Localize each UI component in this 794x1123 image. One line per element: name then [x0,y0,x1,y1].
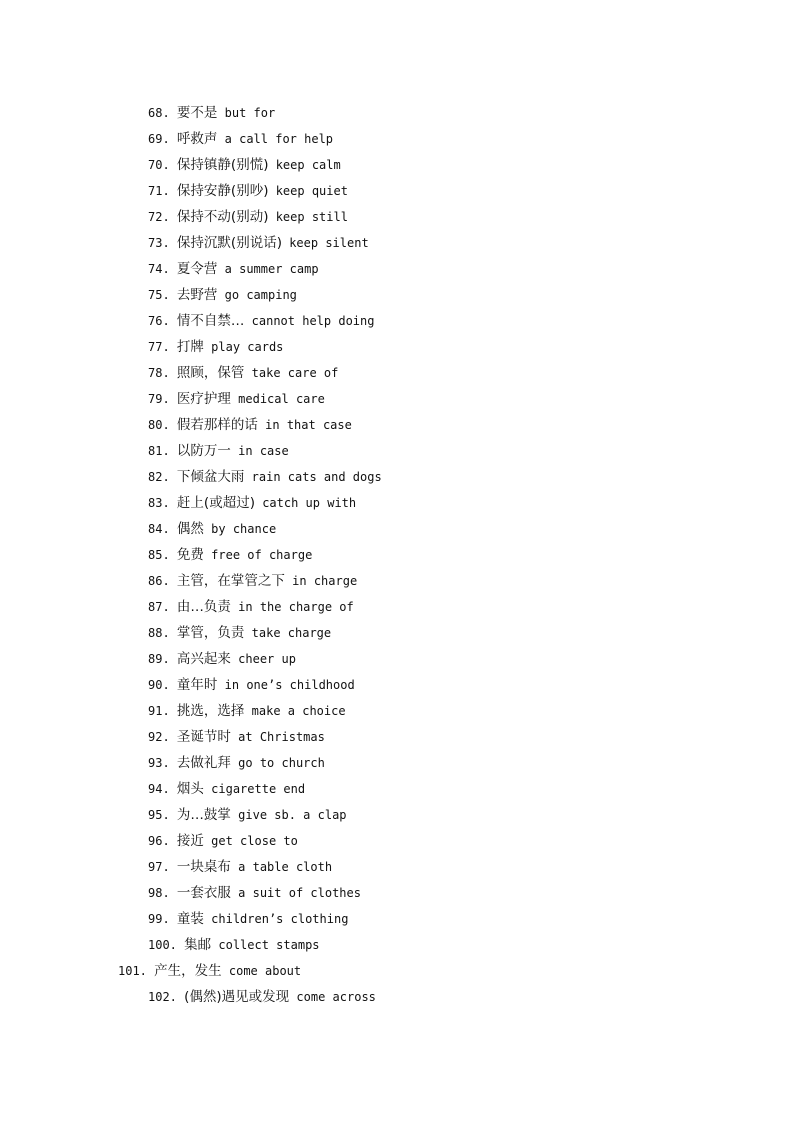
chinese-term: 童装 [176,911,204,927]
item-number: 82. [148,470,170,484]
english-phrase: at Christmas [238,730,325,744]
list-item [0,542,794,568]
list-item [0,594,794,620]
list-item [0,672,794,698]
list-item [0,932,794,958]
chinese-term: 接近 [176,833,204,849]
chinese-term: 集邮 [184,937,212,953]
item-number: 99. [148,912,170,926]
english-phrase: a suit of clothes [238,886,361,900]
chinese-term: 去做礼拜 [176,755,231,771]
list-item [0,412,794,438]
english-phrase: free of charge [211,548,313,562]
list-item [0,854,794,880]
chinese-term: 掌管，负责 [176,625,245,641]
english-phrase: take charge [251,626,332,640]
chinese-term: 产生，发生 [154,963,222,979]
english-phrase: in that case [265,418,352,432]
list-item [0,880,794,906]
chinese-term: 照顾，保管 [176,365,245,381]
chinese-term: 童年时 [176,677,218,693]
english-phrase: get close to [211,834,298,848]
chinese-term: 主管，在掌管之下 [176,573,285,589]
chinese-term: 假若那样的话 [176,417,258,433]
chinese-term: 保持镇静(别慌) [176,157,269,173]
item-number: 78. [148,366,170,380]
chinese-term: 赶上(或超过) [176,495,255,511]
english-phrase: a summer camp [224,262,319,276]
chinese-term: 由…负责 [176,599,231,615]
english-phrase: keep calm [275,158,341,172]
item-number: 95. [148,808,170,822]
item-number: 84. [148,522,170,536]
chinese-term: 免费 [176,547,204,563]
english-phrase: a call for help [224,132,334,146]
chinese-term: 打牌 [176,339,204,355]
item-number: 102. [148,990,177,1004]
chinese-term: 挑选，选择 [176,703,245,719]
english-phrase: in the charge of [238,600,354,614]
item-number: 73. [148,236,170,250]
item-number: 76. [148,314,170,328]
item-number: 86. [148,574,170,588]
list-item [0,984,794,1010]
english-phrase: cigarette end [211,782,306,796]
english-phrase: cheer up [238,652,296,666]
item-number: 75. [148,288,170,302]
list-item [0,516,794,542]
item-number: 71. [148,184,170,198]
item-number: 91. [148,704,170,718]
item-number: 83. [148,496,170,510]
chinese-term: 高兴起来 [176,651,231,667]
chinese-term: 烟头 [176,781,204,797]
list-item [0,230,794,256]
list-item [0,620,794,646]
chinese-term: 圣诞节时 [176,729,231,745]
english-phrase: medical care [238,392,325,406]
list-item [0,204,794,230]
english-phrase: in case [238,444,289,458]
list-item [0,308,794,334]
english-phrase: come across [296,990,376,1004]
list-item [0,750,794,776]
list-item [0,100,794,126]
list-item [0,438,794,464]
list-item [0,126,794,152]
chinese-term: (偶然)遇见或发现 [184,989,290,1005]
english-phrase: keep silent [289,236,369,250]
item-number: 94. [148,782,170,796]
list-item [0,698,794,724]
chinese-term: 保持不动(别动) [176,209,269,225]
english-phrase: make a choice [251,704,346,718]
list-item [0,568,794,594]
item-number: 85. [148,548,170,562]
list-item [0,958,794,984]
english-phrase: collect stamps [218,938,320,952]
english-phrase: take care of [251,366,339,380]
list-item [0,906,794,932]
chinese-term: 医疗护理 [176,391,231,407]
item-number: 70. [148,158,170,172]
english-phrase: keep quiet [275,184,348,198]
chinese-term: 夏令营 [176,261,218,277]
item-number: 74. [148,262,170,276]
item-number: 77. [148,340,170,354]
list-item [0,178,794,204]
item-number: 90. [148,678,170,692]
item-number: 69. [148,132,170,146]
english-phrase: cannot help doing [251,314,375,328]
chinese-term: 保持沉默(别说话) [176,235,282,251]
chinese-term: 一套衣服 [176,885,231,901]
chinese-term: 保持安静(别吵) [176,183,269,199]
english-phrase: rain cats and dogs [251,470,382,484]
list-item [0,386,794,412]
item-number: 81. [148,444,170,458]
english-phrase: by chance [211,522,277,536]
list-item [0,828,794,854]
chinese-term: 偶然 [176,521,204,537]
list-item [0,646,794,672]
english-phrase: catch up with [262,496,357,510]
item-number: 101. [118,964,147,978]
list-item [0,256,794,282]
chinese-term: 以防万一 [176,443,231,459]
english-phrase: in charge [292,574,358,588]
chinese-term: 为…鼓掌 [176,807,231,823]
list-item [0,282,794,308]
english-phrase: go camping [224,288,297,302]
chinese-term: 去野营 [176,287,218,303]
english-phrase: a table cloth [238,860,333,874]
chinese-term: 呼救声 [176,131,218,147]
list-item [0,334,794,360]
item-number: 98. [148,886,170,900]
item-number: 92. [148,730,170,744]
item-number: 72. [148,210,170,224]
english-phrase: play cards [211,340,284,354]
list-item [0,490,794,516]
item-number: 96. [148,834,170,848]
chinese-term: 要不是 [176,105,218,121]
list-item [0,360,794,386]
english-phrase: in one’s childhood [224,678,355,692]
item-number: 89. [148,652,170,666]
list-item [0,464,794,490]
vocabulary-list [0,100,794,1010]
english-phrase: but for [224,106,276,120]
chinese-term: 下倾盆大雨 [176,469,245,485]
english-phrase: keep still [275,210,348,224]
item-number: 93. [148,756,170,770]
english-phrase: come about [228,964,302,978]
english-phrase: go to church [238,756,325,770]
item-number: 87. [148,600,170,614]
item-number: 80. [148,418,170,432]
item-number: 68. [148,106,170,120]
list-item [0,802,794,828]
item-number: 79. [148,392,170,406]
list-item [0,724,794,750]
list-item [0,776,794,802]
english-phrase: children’s clothing [211,912,349,926]
chinese-term: 情不自禁… [176,313,245,329]
list-item [0,152,794,178]
chinese-term: 一块桌布 [176,859,231,875]
item-number: 97. [148,860,170,874]
item-number: 88. [148,626,170,640]
item-number: 100. [148,938,177,952]
english-phrase: give sb. a clap [238,808,347,822]
